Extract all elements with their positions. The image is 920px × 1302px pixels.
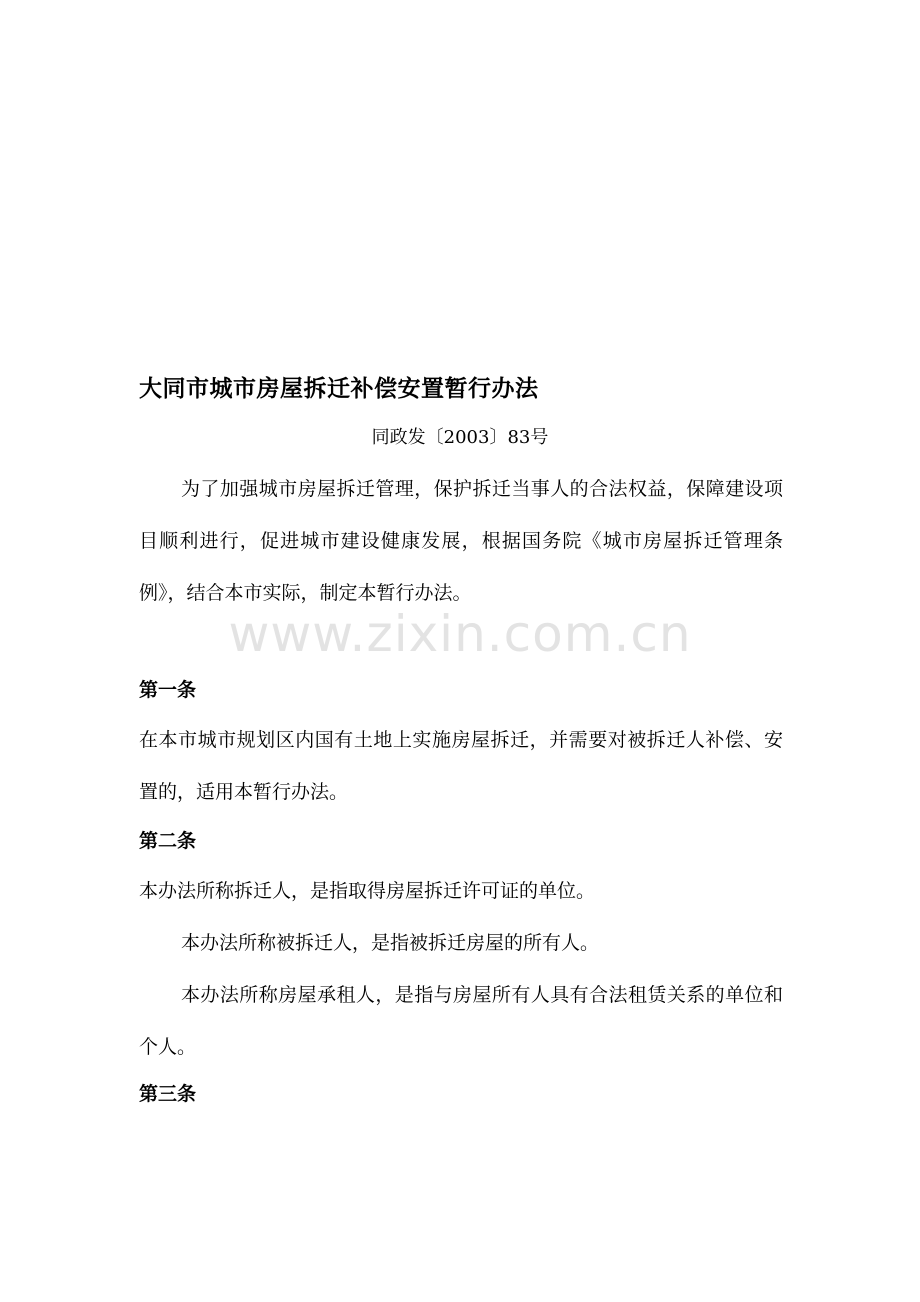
article-2-paragraph-1: 本办法所称拆迁人，是指取得房屋拆迁许可证的单位。 bbox=[139, 880, 596, 902]
article-2-paragraph-3: 本办法所称房屋承租人，是指与房屋所有人具有合法租赁关系的单位和个人。 bbox=[139, 984, 783, 1058]
article-1-paragraph-1: 在本市城市规划区内国有土地上实施房屋拆迁，并需要对被拆迁人补偿、安置的，适用本暂行办法。 bbox=[139, 729, 783, 803]
article-3-heading: 第三条 bbox=[139, 1083, 197, 1105]
article-2-paragraph-2: 本办法所称被拆迁人，是指被拆迁房屋的所有人。 bbox=[181, 932, 600, 954]
article-2-heading: 第二条 bbox=[139, 830, 197, 852]
preamble-paragraph: 为了加强城市房屋拆迁管理，保护拆迁当事人的合法权益，保障建设项目顺利进行，促进城市建设健康发展，根据国务院《城市房屋拆迁管理条例》，结合本市实际，制定本暂行办法。 bbox=[139, 478, 783, 604]
article-1-heading: 第一条 bbox=[139, 679, 197, 701]
document-number: 同政发〔2003〕83号 bbox=[371, 427, 549, 448]
watermark-text: www.zixin.com.cn bbox=[228, 605, 692, 663]
document-title: 大同市城市房屋拆迁补偿安置暂行办法 bbox=[139, 376, 539, 402]
